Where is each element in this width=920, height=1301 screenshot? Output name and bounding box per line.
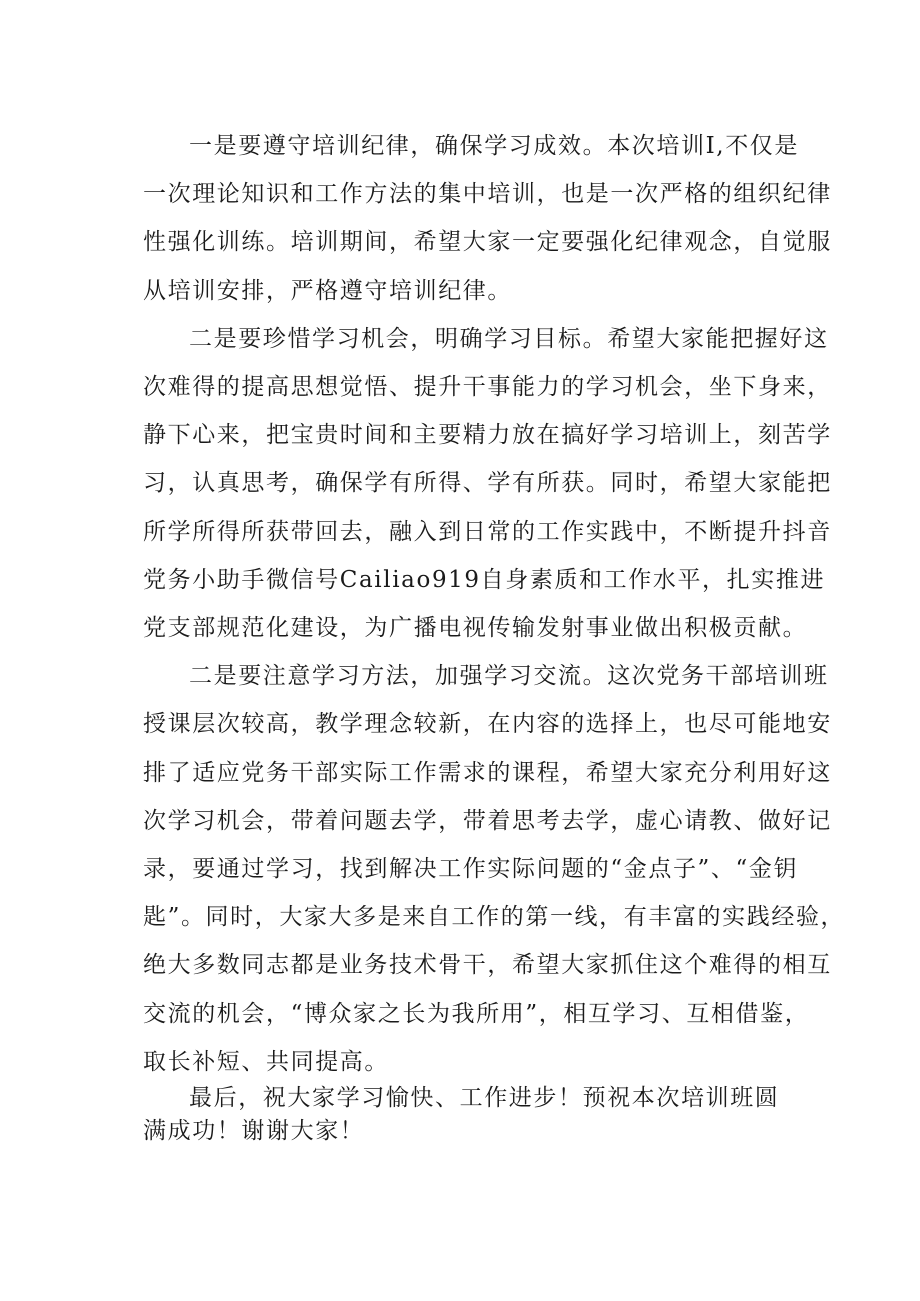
text-line: 党支部规范化建设，为广播电视传输发射事业做出积极贡献。 xyxy=(143,615,808,642)
paragraph-discipline xyxy=(143,122,832,315)
text-line: 从培训安排，严格遵守培训纪律。 xyxy=(143,277,512,304)
document-body xyxy=(143,122,846,1086)
text-line: 次学习机会，带着问题去学，带着思考去学，虚心请教、做好记 xyxy=(143,807,832,834)
text-line: 二是要珍惜学习机会，明确学习目标。希望大家能把握好这 xyxy=(189,325,829,352)
closing-remarks xyxy=(143,1082,783,1148)
text-line: 静下心来，把宝贵时间和主要精力放在搞好学习培训上，刻苦学 xyxy=(143,422,832,449)
text-line: 最后，祝大家学习愉快、工作进步！预祝本次培训班圆 xyxy=(189,1085,780,1111)
text-line: 匙”。同时，大家大多是来自工作的第一线，有丰富的实践经验， xyxy=(143,904,846,931)
text-line: 满成功！谢谢大家！ xyxy=(143,1118,365,1144)
text-line: 一是要遵守培训纪律，确保学习成效。本次培训I,不仅是 xyxy=(189,133,799,159)
text-line: 绝大多数同志都是业务技术骨干，希望大家抓住这个难得的相互 xyxy=(143,952,832,979)
text-line: 习，认真思考，确保学有所得、学有所获。同时，希望大家能把 xyxy=(143,470,832,497)
paragraph-opportunity xyxy=(143,315,832,652)
text-line: 二是要注意学习方法，加强学习交流。这次党务干部培训班 xyxy=(189,663,829,690)
text-line: 性强化训练。培训期间，希望大家一定要强化纪律观念，自觉服 xyxy=(143,229,832,256)
text-line: 一次理论知识和工作方法的集中培训，也是一次严格的组织纪律 xyxy=(143,181,832,208)
text-line: 排了适应党务干部实际工作需求的课程，希望大家充分利用好这 xyxy=(143,759,832,786)
text-line: 录，要通过学习，找到解决工作实际问题的“金点子”、“金钥 xyxy=(143,856,799,883)
text-line: 所学所得所获带回去，融入到日常的工作实践中，不断提升抖音 xyxy=(143,518,832,545)
text-line: 党务小助手微信号Cailiao919自身素质和工作水平，扎实推进 xyxy=(143,566,826,593)
text-line: 交流的机会，“博众家之长为我所用”，相互学习、互相借鉴， xyxy=(143,1000,810,1027)
text-line: 授课层次较高，教学理念较新，在内容的选择上，也尽可能地安 xyxy=(143,711,832,738)
text-line: 次难得的提高思想觉悟、提升干事能力的学习机会，坐下身来， xyxy=(143,374,832,401)
text-line: 取长补短、共同提高。 xyxy=(143,1048,389,1075)
paragraph-method xyxy=(143,652,846,1086)
